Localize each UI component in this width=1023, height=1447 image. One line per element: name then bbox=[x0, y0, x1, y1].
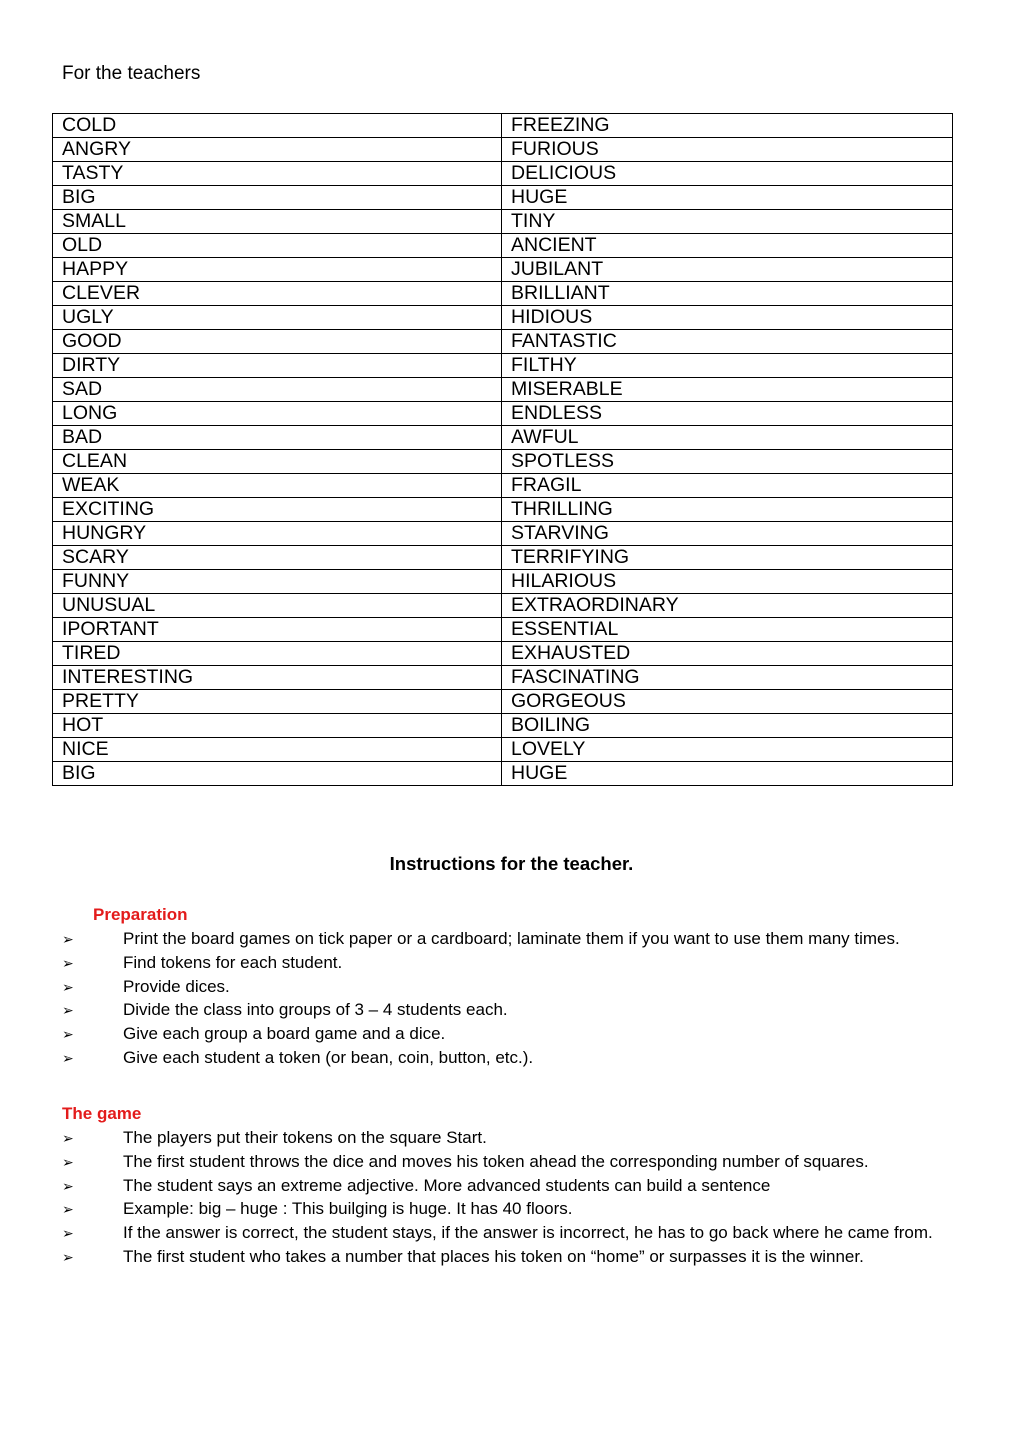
table-row bbox=[53, 162, 953, 186]
list-item bbox=[62, 1127, 960, 1151]
table-row bbox=[53, 450, 953, 474]
list-item bbox=[62, 1198, 960, 1222]
arrow-bullet-icon: ➢ bbox=[62, 1027, 74, 1044]
list-item-text: If the answer is correct, the student stays, if the answer is incorrect, he has to go back where he came from. bbox=[123, 1223, 933, 1243]
list-item bbox=[62, 928, 960, 952]
extreme-adjective-cell: BRILLIANT bbox=[502, 282, 953, 306]
list-item-text: Divide the class into groups of 3 – 4 students each. bbox=[123, 1000, 508, 1020]
base-adjective-cell: SAD bbox=[53, 378, 502, 402]
base-adjective-cell: WEAK bbox=[53, 474, 502, 498]
table-row bbox=[53, 594, 953, 618]
list-item bbox=[62, 1023, 960, 1047]
table-row bbox=[53, 282, 953, 306]
table-row bbox=[53, 618, 953, 642]
extreme-adjective-cell: DELICIOUS bbox=[502, 162, 953, 186]
list-item bbox=[62, 1246, 960, 1270]
extreme-adjective-cell: STARVING bbox=[502, 522, 953, 546]
list-item-text: The first student who takes a number that places his token on “home” or surpasses it is the winner. bbox=[123, 1246, 864, 1266]
base-adjective-cell: HAPPY bbox=[53, 258, 502, 282]
base-adjective-cell: COLD bbox=[53, 114, 502, 138]
table-row bbox=[53, 330, 953, 354]
base-adjective-cell: TASTY bbox=[53, 162, 502, 186]
list-item-text: Give each group a board game and a dice. bbox=[123, 1024, 446, 1044]
table-row bbox=[53, 642, 953, 666]
extreme-adjective-cell: AWFUL bbox=[502, 426, 953, 450]
base-adjective-cell: NICE bbox=[53, 738, 502, 762]
extreme-adjective-cell: SPOTLESS bbox=[502, 450, 953, 474]
base-adjective-cell: CLEAN bbox=[53, 450, 502, 474]
extreme-adjective-cell: HILARIOUS bbox=[502, 570, 953, 594]
base-adjective-cell: BAD bbox=[53, 426, 502, 450]
extreme-adjective-cell: LOVELY bbox=[502, 738, 953, 762]
table-row bbox=[53, 378, 953, 402]
base-adjective-cell: UNUSUAL bbox=[53, 594, 502, 618]
extreme-adjective-cell: TINY bbox=[502, 210, 953, 234]
arrow-bullet-icon: ➢ bbox=[62, 1178, 74, 1195]
arrow-bullet-icon: ➢ bbox=[62, 1202, 74, 1219]
list-item-text: The student says an extreme adjective. More advanced students can build a sentence bbox=[123, 1175, 771, 1195]
extreme-adjective-cell: JUBILANT bbox=[502, 258, 953, 282]
table-row bbox=[53, 186, 953, 210]
list-item bbox=[62, 952, 960, 976]
base-adjective-cell: CLEVER bbox=[53, 282, 502, 306]
extreme-adjective-cell: HUGE bbox=[502, 762, 953, 786]
table-row bbox=[53, 522, 953, 546]
table-row bbox=[53, 306, 953, 330]
base-adjective-cell: DIRTY bbox=[53, 354, 502, 378]
base-adjective-cell: PRETTY bbox=[53, 690, 502, 714]
instructions-title: Instructions for the teacher. bbox=[389, 853, 634, 874]
table-row bbox=[53, 690, 953, 714]
extreme-adjective-cell: EXTRAORDINARY bbox=[502, 594, 953, 618]
arrow-bullet-icon: ➢ bbox=[62, 979, 74, 996]
base-adjective-cell: INTERESTING bbox=[53, 666, 502, 690]
base-adjective-cell: OLD bbox=[53, 234, 502, 258]
base-adjective-cell: BIG bbox=[53, 186, 502, 210]
adjectives-table bbox=[52, 113, 953, 786]
table-row bbox=[53, 546, 953, 570]
table-row bbox=[53, 762, 953, 786]
extreme-adjective-cell: TERRIFYING bbox=[502, 546, 953, 570]
table-row bbox=[53, 210, 953, 234]
base-adjective-cell: BIG bbox=[53, 762, 502, 786]
table-row bbox=[53, 474, 953, 498]
base-adjective-cell: FUNNY bbox=[53, 570, 502, 594]
extreme-adjective-cell: FURIOUS bbox=[502, 138, 953, 162]
arrow-bullet-icon: ➢ bbox=[62, 1003, 74, 1020]
preparation-list bbox=[62, 928, 960, 1071]
page-heading: For the teachers bbox=[62, 63, 201, 84]
base-adjective-cell: GOOD bbox=[53, 330, 502, 354]
arrow-bullet-icon: ➢ bbox=[62, 1154, 74, 1171]
table-row bbox=[53, 714, 953, 738]
list-item-text: Provide dices. bbox=[123, 976, 230, 996]
base-adjective-cell: SMALL bbox=[53, 210, 502, 234]
game-list bbox=[62, 1127, 960, 1270]
base-adjective-cell: HUNGRY bbox=[53, 522, 502, 546]
extreme-adjective-cell: ENDLESS bbox=[502, 402, 953, 426]
extreme-adjective-cell: GORGEOUS bbox=[502, 690, 953, 714]
extreme-adjective-cell: FILTHY bbox=[502, 354, 953, 378]
table-row bbox=[53, 666, 953, 690]
table-row bbox=[53, 258, 953, 282]
list-item-text: Find tokens for each student. bbox=[123, 952, 343, 972]
adjectives-table-body bbox=[53, 114, 953, 786]
list-item-text: Give each student a token (or bean, coin, button, etc.). bbox=[123, 1047, 534, 1067]
table-row bbox=[53, 354, 953, 378]
base-adjective-cell: SCARY bbox=[53, 546, 502, 570]
list-item-text: Example: big – huge : This builging is huge. It has 40 floors. bbox=[123, 1199, 573, 1219]
arrow-bullet-icon: ➢ bbox=[62, 1131, 74, 1147]
list-item bbox=[62, 1175, 960, 1199]
extreme-adjective-cell: FRAGIL bbox=[502, 474, 953, 498]
extreme-adjective-cell: ESSENTIAL bbox=[502, 618, 953, 642]
base-adjective-cell: ANGRY bbox=[53, 138, 502, 162]
extreme-adjective-cell: MISERABLE bbox=[502, 378, 953, 402]
base-adjective-cell: HOT bbox=[53, 714, 502, 738]
list-item-text: The players put their tokens on the square Start. bbox=[123, 1128, 487, 1147]
table-row bbox=[53, 426, 953, 450]
list-item bbox=[62, 999, 960, 1023]
preparation-heading: Preparation bbox=[93, 905, 188, 924]
base-adjective-cell: TIRED bbox=[53, 642, 502, 666]
list-item bbox=[62, 1047, 960, 1071]
table-row bbox=[53, 234, 953, 258]
arrow-bullet-icon: ➢ bbox=[62, 1226, 74, 1243]
list-item-text: Print the board games on tick paper or a cardboard; laminate them if you want to use them many times. bbox=[123, 929, 900, 948]
base-adjective-cell: LONG bbox=[53, 402, 502, 426]
list-item bbox=[62, 976, 960, 1000]
arrow-bullet-icon: ➢ bbox=[62, 932, 74, 948]
extreme-adjective-cell: BOILING bbox=[502, 714, 953, 738]
base-adjective-cell: UGLY bbox=[53, 306, 502, 330]
list-item-text: The first student throws the dice and moves his token ahead the corresponding number of squares. bbox=[123, 1151, 869, 1171]
table-row bbox=[53, 138, 953, 162]
extreme-adjective-cell: ANCIENT bbox=[502, 234, 953, 258]
list-item bbox=[62, 1222, 960, 1246]
extreme-adjective-cell: FREEZING bbox=[502, 114, 953, 138]
table-row bbox=[53, 498, 953, 522]
base-adjective-cell: IPORTANT bbox=[53, 618, 502, 642]
game-heading: The game bbox=[62, 1104, 142, 1123]
list-item bbox=[62, 1151, 960, 1175]
extreme-adjective-cell: FASCINATING bbox=[502, 666, 953, 690]
base-adjective-cell: EXCITING bbox=[53, 498, 502, 522]
extreme-adjective-cell: FANTASTIC bbox=[502, 330, 953, 354]
arrow-bullet-icon: ➢ bbox=[62, 1050, 74, 1067]
table-row bbox=[53, 738, 953, 762]
table-row bbox=[53, 402, 953, 426]
extreme-adjective-cell: HIDIOUS bbox=[502, 306, 953, 330]
extreme-adjective-cell: EXHAUSTED bbox=[502, 642, 953, 666]
extreme-adjective-cell: THRILLING bbox=[502, 498, 953, 522]
table-row bbox=[53, 570, 953, 594]
extreme-adjective-cell: HUGE bbox=[502, 186, 953, 210]
table-row bbox=[53, 114, 953, 138]
arrow-bullet-icon: ➢ bbox=[62, 1249, 74, 1266]
arrow-bullet-icon: ➢ bbox=[62, 955, 74, 972]
